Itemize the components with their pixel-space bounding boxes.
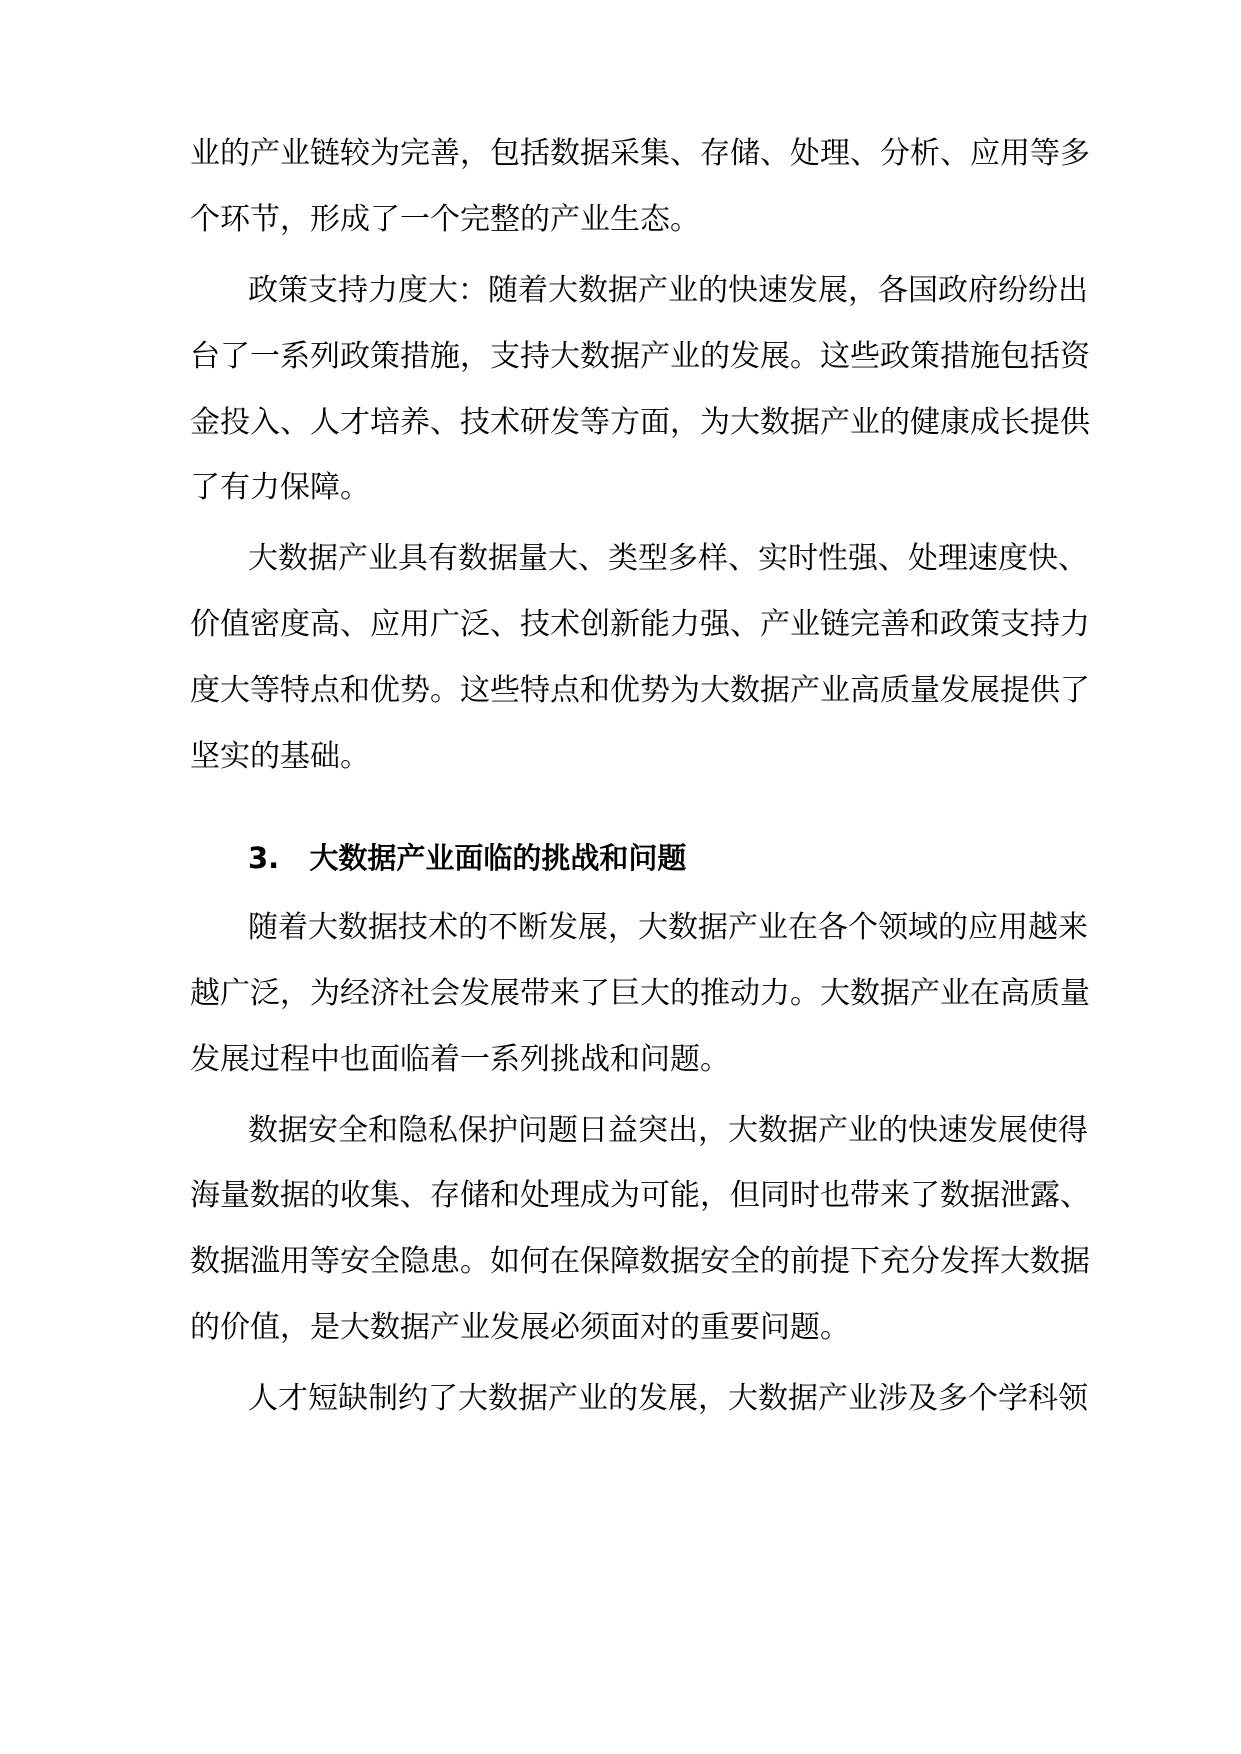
- paragraph-line: 发展过程中也面临着一系列挑战和问题。: [190, 1042, 730, 1077]
- paragraph-line: 数据安全和隐私保护问题日益突出，大数据产业的快速发展使得: [248, 1113, 1088, 1148]
- paragraph-line: 业的产业链较为完善，包括数据采集、存储、处理、分析、应用等多: [190, 136, 1090, 171]
- paragraph-line: 的价值，是大数据产业发展必须面对的重要问题。: [190, 1310, 850, 1345]
- paragraph-line: 海量数据的收集、存储和处理成为可能，但同时也带来了数据泄露、: [190, 1178, 1090, 1213]
- section-number: 3.: [248, 841, 280, 875]
- paragraph-line: 度大等特点和优势。这些特点和优势为大数据产业高质量发展提供了: [190, 673, 1090, 708]
- paragraph-line: 个环节，形成了一个完整的产业生态。: [190, 202, 700, 237]
- paragraph-line: 随着大数据技术的不断发展，大数据产业在各个领域的应用越来: [248, 910, 1088, 945]
- paragraph-line: 坚实的基础。: [190, 739, 370, 774]
- paragraph-line: 了有力保障。: [190, 470, 370, 505]
- paragraph-line: 价值密度高、应用广泛、技术创新能力强、产业链完善和政策支持力: [190, 607, 1090, 642]
- paragraph-line: 大数据产业具有数据量大、类型多样、实时性强、处理速度快、: [248, 541, 1088, 576]
- paragraph-line: 台了一系列政策措施，支持大数据产业的发展。这些政策措施包括资: [190, 339, 1090, 374]
- section-heading: [248, 838, 686, 878]
- paragraph-line: 人才短缺制约了大数据产业的发展，大数据产业涉及多个学科领: [248, 1381, 1088, 1416]
- paragraph-line: 政策支持力度大：随着大数据产业的快速发展，各国政府纷纷出: [248, 273, 1088, 308]
- section-title: 大数据产业面临的挑战和问题: [309, 841, 687, 875]
- paragraph-line: 数据滥用等安全隐患。如何在保障数据安全的前提下充分发挥大数据: [190, 1244, 1090, 1279]
- paragraph-line: 越广泛，为经济社会发展带来了巨大的推动力。大数据产业在高质量: [190, 976, 1090, 1011]
- paragraph-line: 金投入、人才培养、技术研发等方面，为大数据产业的健康成长提供: [190, 405, 1090, 440]
